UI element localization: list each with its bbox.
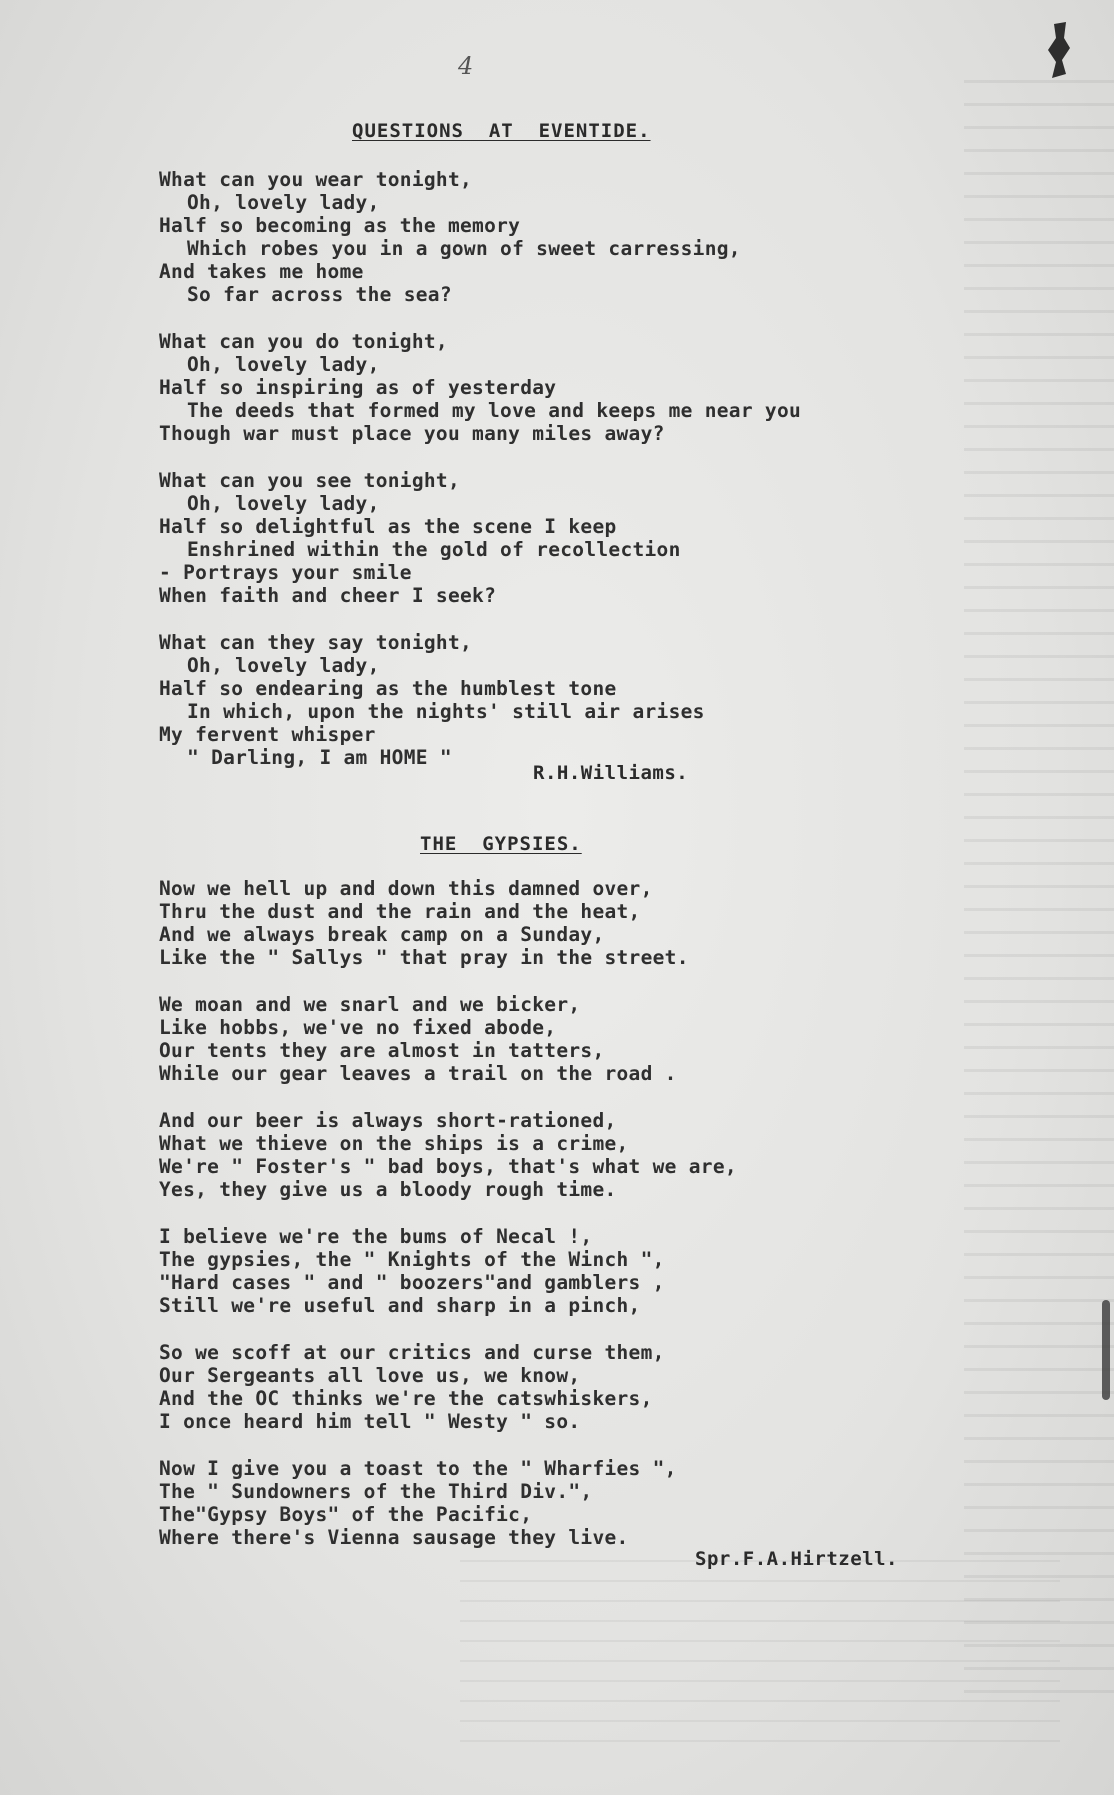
poem-line: What we thieve on the ships is a crime,: [159, 1132, 629, 1155]
poem-line: The " Sundowners of the Third Div.",: [159, 1480, 593, 1503]
poem-line: We moan and we snarl and we bicker,: [159, 993, 581, 1016]
poem-line: - Portrays your smile: [159, 561, 412, 584]
poem-line: And the OC thinks we're the catswhiskers,: [159, 1387, 653, 1410]
poem-line: Oh, lovely lady,: [187, 353, 380, 376]
poem-line: The"Gypsy Boys" of the Pacific,: [159, 1503, 533, 1526]
stanza: [159, 168, 801, 306]
stanza: [159, 1341, 737, 1433]
poem-line: Still we're useful and sharp in a pinch,: [159, 1294, 641, 1317]
bleed-through-text-bottom: [460, 1560, 1060, 1760]
bleed-through-text: [964, 80, 1114, 1700]
poem-line: While our gear leaves a trail on the road .: [159, 1062, 677, 1085]
poem-author-williams: R.H.Williams.: [533, 762, 689, 784]
staple-mark: [1102, 1300, 1110, 1400]
poem-line: What can you do tonight,: [159, 330, 448, 353]
poem-line: The deeds that formed my love and keeps me near you: [187, 399, 802, 422]
poem-line: Our tents they are almost in tatters,: [159, 1039, 605, 1062]
poem-line: Enshrined within the gold of recollection: [187, 538, 681, 561]
stanza: [159, 1225, 737, 1317]
poem-line: Half so becoming as the memory: [159, 214, 521, 237]
poem-line: " Darling, I am HOME ": [187, 746, 452, 769]
poem-line: What can they say tonight,: [159, 631, 473, 654]
torn-corner-mark: [1040, 20, 1080, 80]
poem-line: Now we hell up and down this damned over,: [159, 877, 653, 900]
poem-line: In which, upon the nights' still air arises: [187, 700, 705, 723]
stanza: [159, 631, 801, 769]
poem-title-questions-at-eventide: QUESTIONS AT EVENTIDE.: [352, 120, 651, 142]
poem-line: So we scoff at our critics and curse them,: [159, 1341, 665, 1364]
poem-line: Yes, they give us a bloody rough time.: [159, 1178, 617, 1201]
poem-line: My fervent whisper: [159, 723, 376, 746]
poem-line: Oh, lovely lady,: [187, 492, 380, 515]
poem-line: Oh, lovely lady,: [187, 654, 380, 677]
poem-line: What can you wear tonight,: [159, 168, 473, 191]
poem-line: When faith and cheer I seek?: [159, 584, 497, 607]
poem-line: And takes me home: [159, 260, 364, 283]
stanza: [159, 1109, 737, 1201]
poem-line: So far across the sea?: [187, 283, 452, 306]
stanza: [159, 469, 801, 607]
poem-line: Oh, lovely lady,: [187, 191, 380, 214]
poem-line: Our Sergeants all love us, we know,: [159, 1364, 581, 1387]
poem-line: Thru the dust and the rain and the heat,: [159, 900, 641, 923]
poem-line: Though war must place you many miles away?: [159, 422, 665, 445]
poem-line: Where there's Vienna sausage they live.: [159, 1526, 629, 1549]
poem-line: I believe we're the bums of Necal !,: [159, 1225, 593, 1248]
stanza: [159, 877, 737, 969]
stanza: [159, 993, 737, 1085]
stanza: [159, 1457, 737, 1549]
poem-line: Now I give you a toast to the " Wharfies ",: [159, 1457, 677, 1480]
page-number: 4: [458, 52, 474, 80]
poem-line: Like hobbs, we've no fixed abode,: [159, 1016, 557, 1039]
poem-line: Which robes you in a gown of sweet carressing,: [187, 237, 741, 260]
poem-body-the-gypsies: [159, 877, 737, 1573]
poem-line: And we always break camp on a Sunday,: [159, 923, 605, 946]
poem-line: The gypsies, the " Knights of the Winch ",: [159, 1248, 665, 1271]
poem-line: What can you see tonight,: [159, 469, 460, 492]
poem-body-questions-at-eventide: [159, 168, 801, 793]
poem-line: Half so endearing as the humblest tone: [159, 677, 617, 700]
poem-line: "Hard cases " and " boozers"and gamblers ,: [159, 1271, 665, 1294]
poem-author-hirtzell: Spr.F.A.Hirtzell.: [695, 1548, 898, 1570]
poem-line: And our beer is always short-rationed,: [159, 1109, 617, 1132]
poem-line: Half so delightful as the scene I keep: [159, 515, 617, 538]
poem-line: Like the " Sallys " that pray in the street.: [159, 946, 689, 969]
poem-line: Half so inspiring as of yesterday: [159, 376, 557, 399]
stanza: [159, 330, 801, 445]
poem-title-the-gypsies: THE GYPSIES.: [420, 833, 582, 855]
poem-line: We're " Foster's " bad boys, that's what we are,: [159, 1155, 737, 1178]
poem-line: I once heard him tell " Westy " so.: [159, 1410, 581, 1433]
